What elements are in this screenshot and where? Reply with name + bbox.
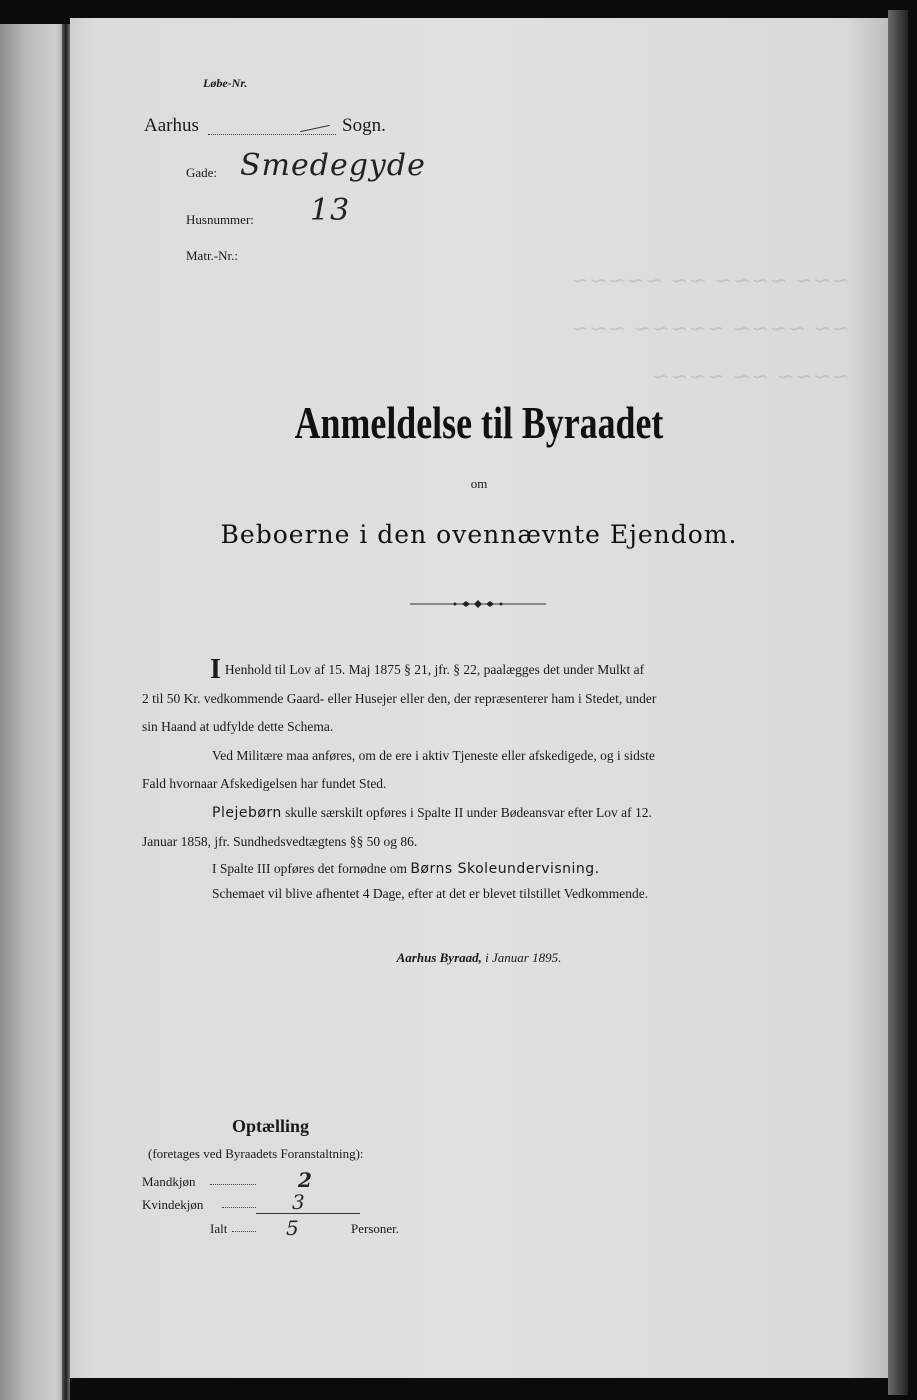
book-gutter bbox=[62, 24, 70, 1400]
instruction-p3-line2: Januar 1858, jfr. Sundhedsvedtægtens §§ 50 og 86. bbox=[142, 834, 418, 849]
instruction-p1-line3: sin Haand at udfylde dette Schema. bbox=[142, 719, 334, 734]
drop-cap: I bbox=[210, 654, 221, 685]
instruction-text: Henhold til Lov af 15. Maj 1875 § 21, jfr. § 22, paalægges det under Mulkt af bbox=[224, 662, 645, 677]
page-edge-shadow bbox=[888, 10, 908, 1395]
instruction-p1-line2: 2 til 50 Kr. vedkommende Gaard- eller Husejer eller den, der repræsenterer ham i Stedet, under bbox=[142, 691, 657, 706]
issuer-signature bbox=[70, 950, 888, 966]
instruction-p5-line1: Schemaet vil blive afhentet 4 Dage, efter at det er blevet tilstillet Vedkommende. bbox=[212, 886, 649, 901]
male-value[interactable]: 2 bbox=[298, 1168, 313, 1192]
matr-label: Matr.-Nr.: bbox=[186, 248, 238, 263]
house-number-label: Husnummer: bbox=[186, 212, 254, 227]
total-dots bbox=[232, 1231, 256, 1232]
female-value[interactable]: 3 bbox=[292, 1190, 306, 1214]
lobe-nr-label: Løbe-Nr. bbox=[203, 76, 248, 90]
instruction-p4-line1 bbox=[212, 861, 600, 877]
total-unit: Personer. bbox=[351, 1221, 400, 1236]
total-label: Ialt bbox=[210, 1221, 228, 1236]
count-heading: Optælling bbox=[232, 1116, 310, 1136]
female-dots bbox=[222, 1207, 256, 1208]
instruction-p1-line1 bbox=[210, 654, 644, 686]
bleed-through-decoration: ~~~ ~~~~ ~~ ~~~~~ ~~ ~~~~ ~~~~~ ~~~ ~~~~ ~~ ~~~~ bbox=[570, 269, 850, 390]
instruction-p2-line2: Fald hvornaar Afskedigelsen har fundet Sted. bbox=[142, 776, 387, 791]
page-subtitle: Beboerne i den ovennævnte Ejendom. bbox=[220, 520, 738, 549]
issuer-org: Aarhus Byraad, bbox=[396, 950, 482, 965]
parish-label: Sogn. bbox=[342, 115, 386, 136]
count-note: (foretages ved Byraadets Foranstaltning): bbox=[148, 1146, 364, 1161]
sum-rule bbox=[256, 1213, 360, 1214]
female-label: Kvindekjøn bbox=[142, 1197, 204, 1212]
foster-children-emphasis: Plejebørn bbox=[212, 805, 282, 821]
house-number-value[interactable]: 13 bbox=[310, 193, 351, 228]
document-page bbox=[70, 18, 888, 1378]
title-connector: om bbox=[470, 476, 488, 491]
schooling-emphasis: Børns Skoleundervisning. bbox=[410, 861, 600, 877]
male-dots bbox=[210, 1184, 256, 1185]
ornament-divider-icon bbox=[410, 596, 546, 612]
city-label: Aarhus bbox=[144, 115, 199, 136]
instruction-p2-line1: Ved Militære maa anføres, om de ere i aktiv Tjeneste eller afskedigede, og i sidste bbox=[212, 748, 655, 763]
total-value[interactable]: 5 bbox=[286, 1216, 300, 1240]
issuer-date: i Januar 1895. bbox=[485, 950, 562, 965]
street-label: Gade: bbox=[186, 165, 218, 180]
instruction-p3-line1 bbox=[212, 805, 652, 821]
page-title: Anmeldelse til Byraadet bbox=[294, 397, 664, 448]
left-facing-page bbox=[0, 24, 66, 1400]
street-value[interactable]: Smedegyde bbox=[240, 148, 426, 183]
instruction-text: I Spalte III opføres det fornødne om bbox=[212, 861, 407, 876]
instruction-text: skulle særskilt opføres i Spalte II under Bødeansvar efter Lov af 12. bbox=[285, 805, 652, 820]
male-label: Mandkjøn bbox=[142, 1174, 196, 1189]
